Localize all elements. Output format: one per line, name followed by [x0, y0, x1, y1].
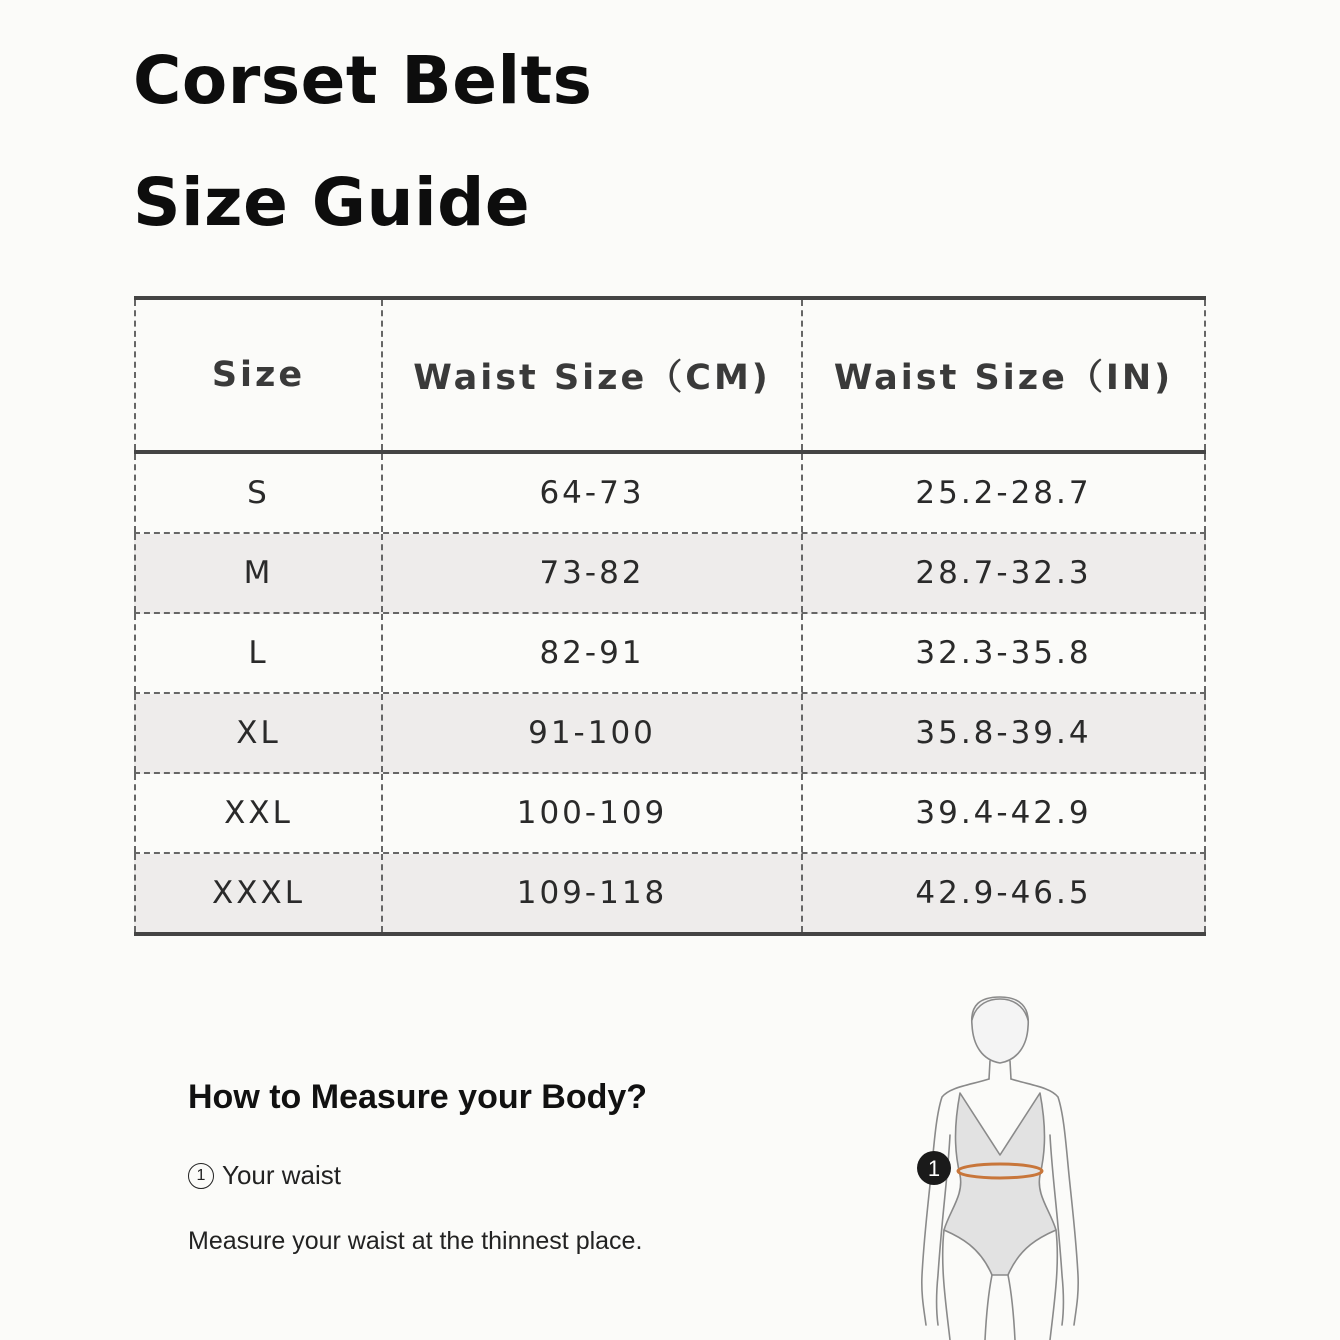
size-cell: S: [134, 454, 381, 532]
measure-step: [188, 1160, 341, 1191]
body-figure-illustration: [800, 975, 1200, 1340]
step-label: Your waist: [222, 1160, 341, 1190]
waist-cm-cell: 109-118: [381, 854, 801, 932]
waist-cm-cell: 100-109: [381, 774, 801, 852]
header-waist-cm: Waist Size（CM): [381, 300, 801, 450]
size-cell: L: [134, 614, 381, 692]
size-cell: XXXL: [134, 854, 381, 932]
waist-in-cell: 39.4-42.9: [801, 774, 1206, 852]
step-number-icon: 1: [188, 1163, 214, 1189]
header-waist-in: Waist Size（IN): [801, 300, 1206, 450]
waist-in-cell: 42.9-46.5: [801, 854, 1206, 932]
waist-cm-cell: 64-73: [381, 454, 801, 532]
waist-in-cell: 25.2-28.7: [801, 454, 1206, 532]
waist-in-cell: 28.7-32.3: [801, 534, 1206, 612]
waist-in-cell: 32.3-35.8: [801, 614, 1206, 692]
waist-cm-cell: 82-91: [381, 614, 801, 692]
table-row: [134, 614, 1206, 694]
waist-marker-label: 1: [927, 1156, 941, 1181]
table-row: [134, 694, 1206, 774]
title-line-1: Corset Belts: [133, 42, 593, 119]
size-cell: XXL: [134, 774, 381, 852]
header-size: Size: [134, 300, 381, 450]
table-row: [134, 454, 1206, 534]
size-table: [134, 296, 1206, 936]
size-cell: M: [134, 534, 381, 612]
measure-heading: How to Measure your Body?: [188, 1078, 648, 1116]
table-row: [134, 774, 1206, 854]
waist-cm-cell: 91-100: [381, 694, 801, 772]
measure-instruction: Measure your waist at the thinnest place.: [188, 1227, 643, 1255]
table-header-row: [134, 300, 1206, 454]
table-row: [134, 854, 1206, 932]
title-line-2: Size Guide: [133, 164, 531, 241]
waist-in-cell: 35.8-39.4: [801, 694, 1206, 772]
size-cell: XL: [134, 694, 381, 772]
waist-cm-cell: 73-82: [381, 534, 801, 612]
table-row: [134, 534, 1206, 614]
